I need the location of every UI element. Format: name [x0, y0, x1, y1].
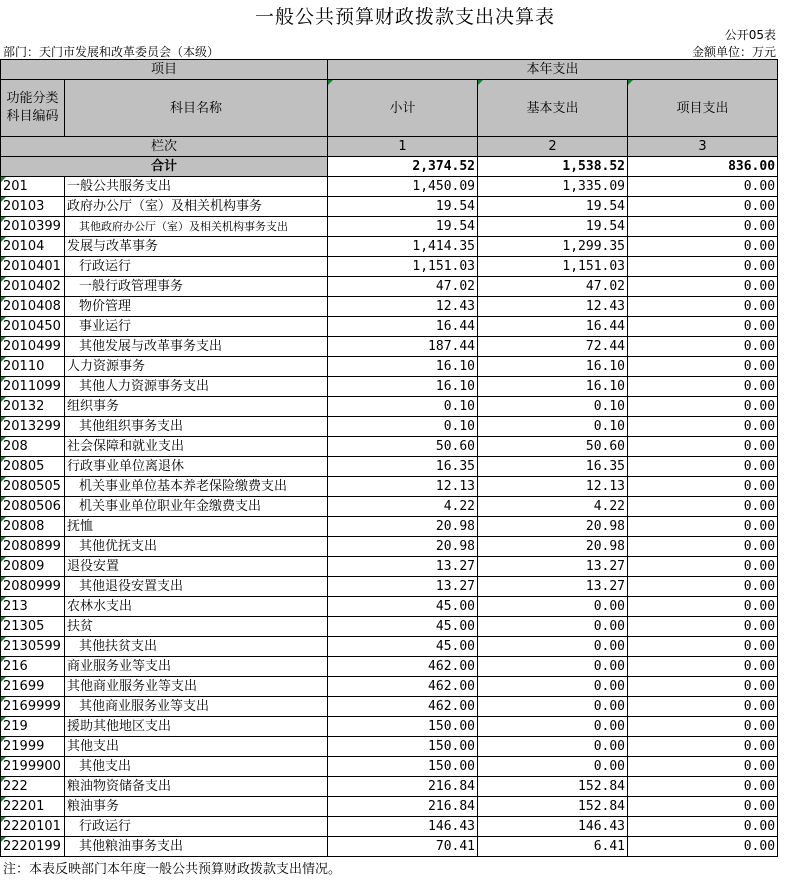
department-label: 部门：天门市发展和改革委员会（本级）	[3, 45, 220, 59]
row-basic: 47.02	[478, 277, 628, 297]
row-project: 0.00	[628, 817, 778, 837]
row-name: 组织事务	[65, 397, 328, 417]
row-basic: 1,151.03	[478, 257, 628, 277]
row-name: 商业服务业等支出	[65, 657, 328, 677]
header-col3: 3	[628, 137, 778, 157]
row-basic: 12.13	[478, 477, 628, 497]
row-code: 219	[1, 717, 65, 737]
row-name: 抚恤	[65, 517, 328, 537]
table-row	[1, 257, 778, 277]
row-basic: 0.00	[478, 657, 628, 677]
row-project: 0.00	[628, 617, 778, 637]
header-col1: 1	[328, 137, 478, 157]
row-basic: 0.00	[478, 617, 628, 637]
table-row	[1, 837, 778, 857]
header-project: 项目	[1, 60, 328, 80]
row-subtotal: 70.41	[328, 837, 478, 857]
table-row	[1, 757, 778, 777]
row-code: 2010401	[1, 257, 65, 277]
table-row	[1, 437, 778, 457]
row-name: 其他退役安置支出	[65, 577, 328, 597]
report-title: 一般公共预算财政拨款支出决算表	[254, 6, 555, 28]
row-name: 其他支出	[65, 757, 328, 777]
row-basic: 19.54	[478, 197, 628, 217]
row-name: 粮油事务	[65, 797, 328, 817]
row-code: 2130599	[1, 637, 65, 657]
row-name: 行政运行	[65, 817, 328, 837]
row-project: 0.00	[628, 717, 778, 737]
row-subtotal: 19.54	[328, 197, 478, 217]
row-project: 0.00	[628, 237, 778, 257]
row-project: 0.00	[628, 417, 778, 437]
row-subtotal: 0.10	[328, 417, 478, 437]
row-basic: 19.54	[478, 217, 628, 237]
row-project: 0.00	[628, 297, 778, 317]
row-name: 农林水支出	[65, 597, 328, 617]
row-project: 0.00	[628, 797, 778, 817]
row-basic: 72.44	[478, 337, 628, 357]
row-subtotal: 45.00	[328, 617, 478, 637]
row-name: 发展与改革事务	[65, 237, 328, 257]
table-row	[1, 717, 778, 737]
row-subtotal: 16.35	[328, 457, 478, 477]
row-code: 2220101	[1, 817, 65, 837]
table-row	[1, 217, 778, 237]
row-name: 机关事业单位职业年金缴费支出	[65, 497, 328, 517]
row-subtotal: 16.10	[328, 357, 478, 377]
row-basic: 0.00	[478, 697, 628, 717]
form-code: 公开05表	[724, 28, 776, 42]
row-name: 事业运行	[65, 317, 328, 337]
row-project: 0.00	[628, 277, 778, 297]
row-basic: 0.00	[478, 757, 628, 777]
table-row	[1, 817, 778, 837]
table-row	[1, 557, 778, 577]
header-func-code: 功能分类科目编码	[1, 80, 65, 137]
row-code: 2080999	[1, 577, 65, 597]
row-code: 20103	[1, 197, 65, 217]
amount-unit-label: 金额单位：万元	[691, 45, 776, 59]
row-code: 21699	[1, 677, 65, 697]
row-code: 2010399	[1, 217, 65, 237]
row-name: 退役安置	[65, 557, 328, 577]
table-row	[1, 697, 778, 717]
table-row	[1, 577, 778, 597]
row-name: 其他商业服务业等支出	[65, 697, 328, 717]
header-basic: 基本支出	[478, 80, 628, 137]
table-row	[1, 797, 778, 817]
row-code: 222	[1, 777, 65, 797]
row-basic: 0.00	[478, 737, 628, 757]
row-name: 援助其他地区支出	[65, 717, 328, 737]
row-subtotal: 1,450.09	[328, 177, 478, 197]
row-name: 政府办公厅（室）及相关机构事务	[65, 197, 328, 217]
row-subtotal: 216.84	[328, 777, 478, 797]
row-subtotal: 20.98	[328, 517, 478, 537]
row-code: 20809	[1, 557, 65, 577]
row-subtotal: 12.13	[328, 477, 478, 497]
total-project: 836.00	[628, 157, 778, 177]
row-name: 其他粮油事务支出	[65, 837, 328, 857]
table-row	[1, 237, 778, 257]
table-row	[1, 537, 778, 557]
row-name: 一般行政管理事务	[65, 277, 328, 297]
row-subtotal: 50.60	[328, 437, 478, 457]
row-code: 20104	[1, 237, 65, 257]
row-project: 0.00	[628, 657, 778, 677]
header-row-1	[1, 60, 778, 80]
row-subtotal: 150.00	[328, 737, 478, 757]
row-name: 行政事业单位离退休	[65, 457, 328, 477]
table-row	[1, 617, 778, 637]
row-subtotal: 16.10	[328, 377, 478, 397]
total-row	[1, 157, 778, 177]
row-basic: 16.10	[478, 377, 628, 397]
row-basic: 13.27	[478, 577, 628, 597]
row-name: 粮油物资储备支出	[65, 777, 328, 797]
row-name: 其他政府办公厅（室）及相关机构事务支出	[65, 217, 328, 237]
row-basic: 20.98	[478, 517, 628, 537]
table-row	[1, 477, 778, 497]
row-name: 其他人力资源事务支出	[65, 377, 328, 397]
row-subtotal: 45.00	[328, 597, 478, 617]
row-project: 0.00	[628, 557, 778, 577]
row-subtotal: 13.27	[328, 577, 478, 597]
row-code: 22201	[1, 797, 65, 817]
row-code: 20110	[1, 357, 65, 377]
table-row	[1, 657, 778, 677]
row-name: 其他扶贫支出	[65, 637, 328, 657]
row-code: 2010408	[1, 297, 65, 317]
header-col2: 2	[478, 137, 628, 157]
row-project: 0.00	[628, 517, 778, 537]
expenditure-table	[0, 59, 778, 857]
row-subtotal: 16.44	[328, 317, 478, 337]
row-subtotal: 45.00	[328, 637, 478, 657]
row-basic: 13.27	[478, 557, 628, 577]
header-row-2	[1, 80, 778, 137]
row-subtotal: 13.27	[328, 557, 478, 577]
row-basic: 12.43	[478, 297, 628, 317]
row-subtotal: 47.02	[328, 277, 478, 297]
header-subject-name: 科目名称	[65, 80, 328, 137]
row-basic: 1,335.09	[478, 177, 628, 197]
row-code: 2011099	[1, 377, 65, 397]
row-project: 0.00	[628, 597, 778, 617]
table-row	[1, 777, 778, 797]
row-subtotal: 1,151.03	[328, 257, 478, 277]
row-subtotal: 150.00	[328, 717, 478, 737]
table-row	[1, 597, 778, 617]
row-project: 0.00	[628, 697, 778, 717]
row-code: 2080506	[1, 497, 65, 517]
row-basic: 16.44	[478, 317, 628, 337]
row-name: 物价管理	[65, 297, 328, 317]
row-code: 2010450	[1, 317, 65, 337]
row-basic: 0.10	[478, 397, 628, 417]
row-name: 其他支出	[65, 737, 328, 757]
row-subtotal: 0.10	[328, 397, 478, 417]
row-subtotal: 216.84	[328, 797, 478, 817]
row-code: 2169999	[1, 697, 65, 717]
row-basic: 16.35	[478, 457, 628, 477]
row-project: 0.00	[628, 777, 778, 797]
row-code: 20805	[1, 457, 65, 477]
row-subtotal: 1,414.35	[328, 237, 478, 257]
row-project: 0.00	[628, 737, 778, 757]
row-name: 社会保障和就业支出	[65, 437, 328, 457]
row-project: 0.00	[628, 437, 778, 457]
row-subtotal: 462.00	[328, 697, 478, 717]
row-basic: 0.00	[478, 677, 628, 697]
table-row	[1, 197, 778, 217]
total-subtotal: 2,374.52	[328, 157, 478, 177]
table-row	[1, 737, 778, 757]
row-project: 0.00	[628, 457, 778, 477]
table-row	[1, 677, 778, 697]
table-row	[1, 377, 778, 397]
row-basic: 152.84	[478, 777, 628, 797]
row-code: 208	[1, 437, 65, 457]
row-project: 0.00	[628, 577, 778, 597]
row-project: 0.00	[628, 757, 778, 777]
header-column-label: 栏次	[1, 137, 328, 157]
table-row	[1, 457, 778, 477]
row-code: 2013299	[1, 417, 65, 437]
row-code: 201	[1, 177, 65, 197]
row-basic: 0.00	[478, 597, 628, 617]
row-code: 20132	[1, 397, 65, 417]
row-code: 20808	[1, 517, 65, 537]
row-code: 2199900	[1, 757, 65, 777]
row-basic: 0.10	[478, 417, 628, 437]
row-name: 人力资源事务	[65, 357, 328, 377]
row-basic: 1,299.35	[478, 237, 628, 257]
row-subtotal: 4.22	[328, 497, 478, 517]
row-project: 0.00	[628, 677, 778, 697]
row-code: 2010402	[1, 277, 65, 297]
row-subtotal: 146.43	[328, 817, 478, 837]
row-subtotal: 462.00	[328, 677, 478, 697]
table-row	[1, 357, 778, 377]
row-project: 0.00	[628, 217, 778, 237]
row-project: 0.00	[628, 177, 778, 197]
table-row	[1, 297, 778, 317]
row-name: 机关事业单位基本养老保险缴费支出	[65, 477, 328, 497]
row-project: 0.00	[628, 637, 778, 657]
row-basic: 0.00	[478, 637, 628, 657]
row-basic: 0.00	[478, 717, 628, 737]
row-project: 0.00	[628, 197, 778, 217]
header-current-year: 本年支出	[328, 60, 778, 80]
table-row	[1, 637, 778, 657]
table-row	[1, 517, 778, 537]
table-row	[1, 337, 778, 357]
row-basic: 16.10	[478, 357, 628, 377]
row-name: 扶贫	[65, 617, 328, 637]
row-subtotal: 187.44	[328, 337, 478, 357]
row-basic: 6.41	[478, 837, 628, 857]
row-project: 0.00	[628, 497, 778, 517]
row-project: 0.00	[628, 257, 778, 277]
row-subtotal: 150.00	[328, 757, 478, 777]
table-row	[1, 177, 778, 197]
table-row	[1, 497, 778, 517]
row-subtotal: 12.43	[328, 297, 478, 317]
row-name: 一般公共服务支出	[65, 177, 328, 197]
row-project: 0.00	[628, 317, 778, 337]
row-code: 2220199	[1, 837, 65, 857]
row-code: 2010499	[1, 337, 65, 357]
row-project: 0.00	[628, 837, 778, 857]
row-name: 其他组织事务支出	[65, 417, 328, 437]
header-row-3	[1, 137, 778, 157]
row-name: 其他发展与改革事务支出	[65, 337, 328, 357]
row-code: 213	[1, 597, 65, 617]
total-basic: 1,538.52	[478, 157, 628, 177]
row-subtotal: 20.98	[328, 537, 478, 557]
row-basic: 152.84	[478, 797, 628, 817]
row-name: 其他商业服务业等支出	[65, 677, 328, 697]
table-row	[1, 397, 778, 417]
row-project: 0.00	[628, 337, 778, 357]
row-project: 0.00	[628, 357, 778, 377]
row-code: 21305	[1, 617, 65, 637]
row-basic: 4.22	[478, 497, 628, 517]
row-project: 0.00	[628, 477, 778, 497]
row-project: 0.00	[628, 537, 778, 557]
header-subtotal: 小计	[328, 80, 478, 137]
row-basic: 50.60	[478, 437, 628, 457]
footnote: 注：本表反映部门本年度一般公共预算财政拨款支出情况。	[3, 862, 342, 877]
row-name: 行政运行	[65, 257, 328, 277]
row-subtotal: 19.54	[328, 217, 478, 237]
table-row	[1, 317, 778, 337]
row-name: 其他优抚支出	[65, 537, 328, 557]
table-row	[1, 277, 778, 297]
total-label: 合计	[1, 157, 328, 177]
row-project: 0.00	[628, 397, 778, 417]
row-code: 216	[1, 657, 65, 677]
table-row	[1, 417, 778, 437]
row-basic: 20.98	[478, 537, 628, 557]
row-code: 2080505	[1, 477, 65, 497]
row-subtotal: 462.00	[328, 657, 478, 677]
row-basic: 146.43	[478, 817, 628, 837]
row-code: 2080899	[1, 537, 65, 557]
row-project: 0.00	[628, 377, 778, 397]
row-code: 21999	[1, 737, 65, 757]
header-project-exp: 项目支出	[628, 80, 778, 137]
